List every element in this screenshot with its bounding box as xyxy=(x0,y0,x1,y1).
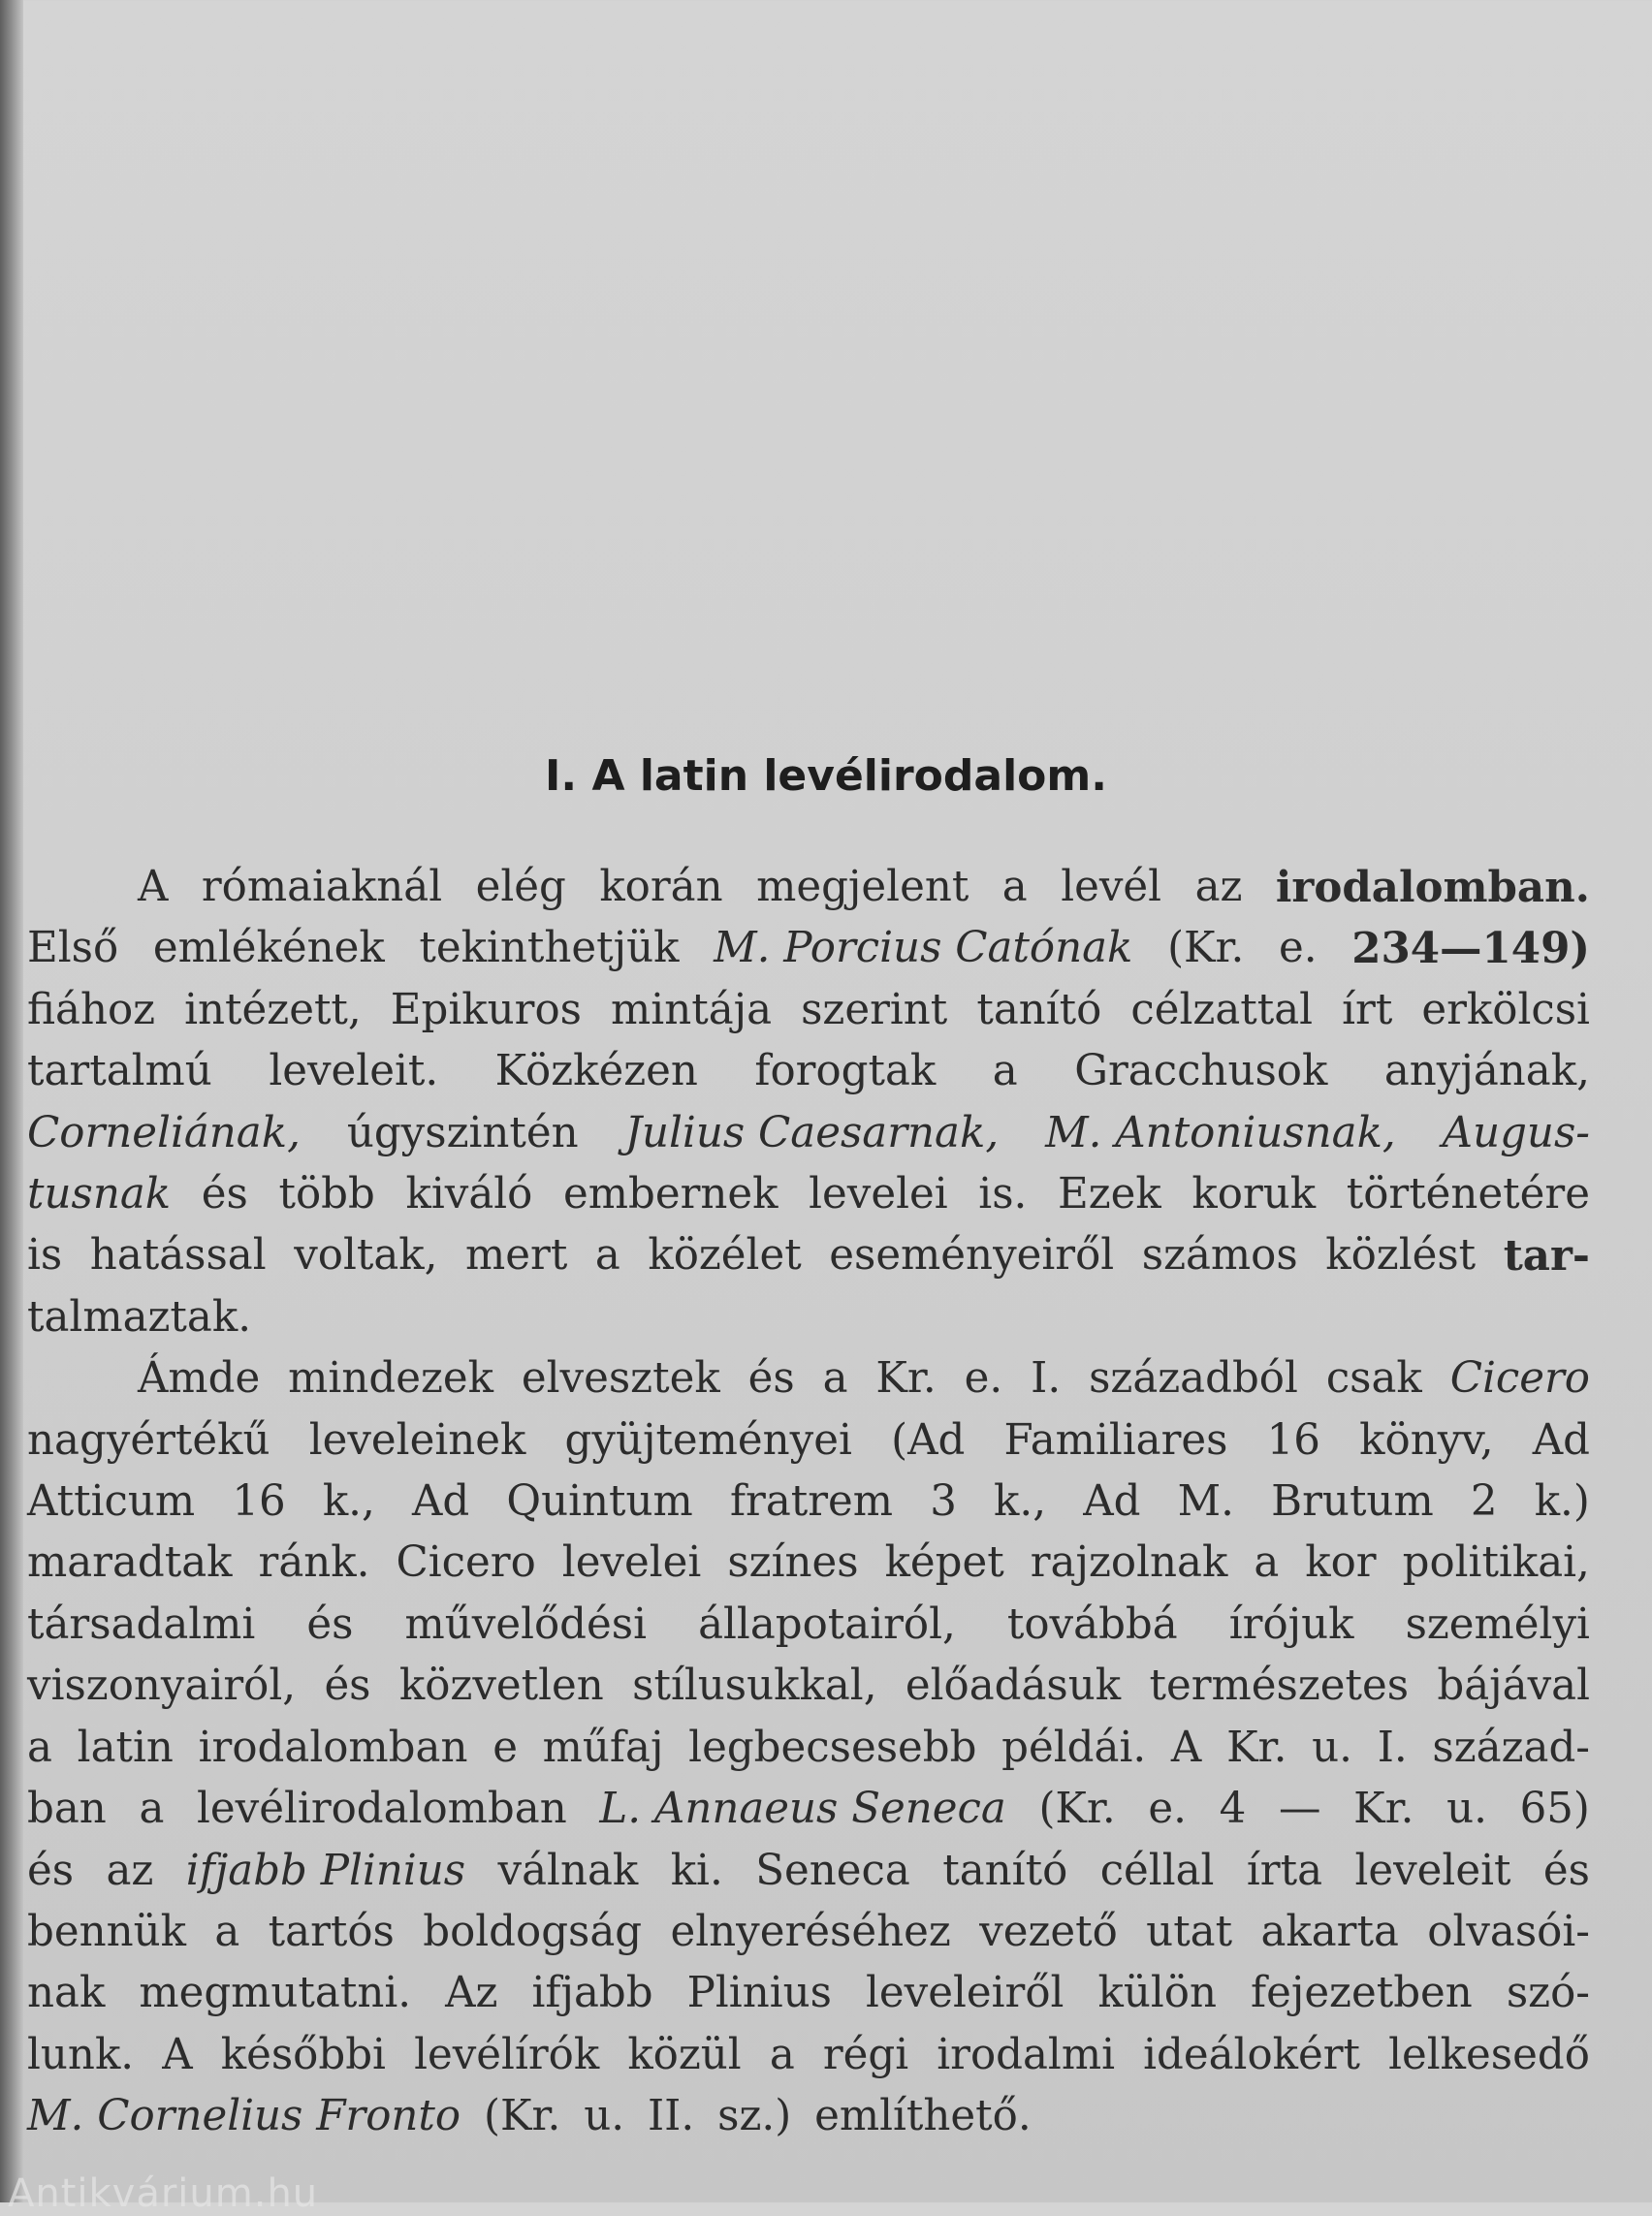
word: ban xyxy=(27,1785,107,1834)
word: k., xyxy=(994,1477,1047,1527)
word: válnak xyxy=(497,1846,639,1895)
word: társadalmi xyxy=(27,1599,256,1649)
word: műfaj xyxy=(542,1723,664,1772)
word: Augus- xyxy=(1442,1108,1590,1157)
word: embernek xyxy=(562,1170,778,1219)
word: eseményeiről xyxy=(829,1231,1115,1281)
word: 4 xyxy=(1219,1785,1247,1834)
word: emlékének xyxy=(152,924,385,973)
text-line xyxy=(27,1656,1590,1717)
word: irodalomban. xyxy=(1275,863,1590,912)
word: tusnak xyxy=(27,1170,172,1219)
word: Seneca xyxy=(755,1846,910,1895)
word: bennük xyxy=(27,1907,186,1956)
word: szerint xyxy=(801,985,948,1034)
word: legbecsesebb xyxy=(688,1723,977,1772)
word: Első xyxy=(27,924,119,973)
text-line xyxy=(27,1348,1590,1409)
word: nak xyxy=(27,1969,106,2018)
word: Kr. xyxy=(1226,1723,1287,1772)
word: fratrem xyxy=(729,1477,894,1527)
word: színes xyxy=(727,1538,859,1588)
word: a xyxy=(139,1785,165,1834)
word: L. Annaeus Seneca xyxy=(599,1785,1006,1834)
word: közélet xyxy=(648,1231,802,1281)
word: a xyxy=(1254,1538,1280,1588)
word: lelkesedő xyxy=(1388,2030,1590,2079)
word: és xyxy=(324,1662,371,1711)
word: irodalomban xyxy=(198,1723,468,1772)
word: kiváló xyxy=(405,1170,533,1219)
word: tartós xyxy=(268,1907,395,1956)
word: szó- xyxy=(1506,1969,1590,2018)
word: e. xyxy=(1279,924,1318,973)
word: régi xyxy=(822,2030,909,2079)
word: Kr. xyxy=(1353,1785,1414,1834)
word: M. Porcius Catónak xyxy=(714,924,1133,973)
word: sz.) xyxy=(717,2092,792,2141)
word: megmutatni. xyxy=(139,1969,412,2018)
word: Brutum xyxy=(1271,1477,1434,1527)
word: ideálokért xyxy=(1143,2030,1361,2079)
word: Cicero xyxy=(1449,1354,1590,1404)
word: természetes xyxy=(1149,1662,1410,1711)
word: közlést xyxy=(1325,1231,1477,1281)
text-line xyxy=(27,1225,1590,1286)
word: nagyértékű xyxy=(27,1415,270,1465)
word: leveleit. xyxy=(269,1047,439,1096)
word: mert xyxy=(465,1231,568,1281)
word: ki. xyxy=(670,1846,723,1895)
word: 3 xyxy=(930,1477,957,1527)
word: fejezetben xyxy=(1250,1969,1473,2018)
word: I. xyxy=(1377,1723,1408,1772)
word: mintája xyxy=(611,985,773,1034)
word: u. xyxy=(1446,1785,1487,1834)
text-line xyxy=(27,1779,1590,1840)
word: — xyxy=(1278,1785,1321,1834)
text-line xyxy=(27,1472,1590,1533)
text-line xyxy=(27,1410,1590,1472)
word: latin xyxy=(77,1723,174,1772)
word: Ad xyxy=(1532,1415,1590,1465)
word: e xyxy=(492,1723,518,1772)
word: elvesztek xyxy=(521,1354,720,1404)
word: k.) xyxy=(1534,1477,1590,1527)
word: vezető xyxy=(979,1907,1118,1956)
word: voltak, xyxy=(294,1231,438,1281)
word: Ámde xyxy=(138,1354,261,1404)
word: A xyxy=(162,2030,193,2079)
word: írta xyxy=(1246,1846,1323,1895)
word: Ad xyxy=(1083,1477,1141,1527)
word: közvetlen xyxy=(398,1662,604,1711)
word: k., xyxy=(322,1477,375,1527)
word: olvasói- xyxy=(1427,1907,1590,1956)
word: akarta xyxy=(1260,1907,1399,1956)
word: megjelent xyxy=(756,863,969,911)
word: Julius Caesarnak, xyxy=(624,1108,1000,1157)
word: Atticum xyxy=(27,1477,196,1527)
body-text xyxy=(27,857,1590,2148)
word: 16 xyxy=(232,1477,286,1527)
word: M. Antoniusnak, xyxy=(1045,1108,1396,1157)
text-line xyxy=(27,980,1590,1041)
word: Az xyxy=(445,1969,498,2018)
watermark: Antikvárium.hu xyxy=(8,2171,319,2216)
word: és xyxy=(27,1846,75,1895)
word: Quintum xyxy=(506,1477,693,1527)
word: levélírók xyxy=(414,2030,600,2079)
word: Plinius xyxy=(686,1969,832,2018)
word: 2 xyxy=(1470,1477,1498,1527)
word: ifjabb Plinius xyxy=(185,1846,466,1895)
text-line xyxy=(27,2025,1590,2086)
word: és xyxy=(201,1170,248,1219)
word: forogtak xyxy=(754,1047,937,1096)
word: és xyxy=(306,1599,354,1649)
word: stílusukkal, xyxy=(632,1662,877,1711)
word: a xyxy=(594,1231,620,1281)
word: utat xyxy=(1146,1907,1233,1956)
word: 16 xyxy=(1266,1415,1320,1465)
word: a xyxy=(769,2030,795,2079)
word: Corneliának, xyxy=(27,1108,301,1157)
word: képet xyxy=(884,1538,1004,1588)
word: rajzolnak xyxy=(1030,1538,1228,1588)
word: e. xyxy=(1148,1785,1187,1834)
word: leveleit xyxy=(1354,1846,1511,1895)
word: állapotairól, xyxy=(698,1599,956,1649)
text-line xyxy=(27,1103,1590,1164)
word: maradtak xyxy=(27,1538,233,1588)
word: a xyxy=(992,1047,1018,1096)
text-line xyxy=(27,1041,1590,1102)
word: a xyxy=(1001,863,1028,911)
word: boldogság xyxy=(423,1907,643,1956)
book-spine-shadow xyxy=(0,0,23,2202)
word: úgyszintén xyxy=(346,1108,579,1157)
word: előadásuk xyxy=(905,1662,1122,1711)
word: Epikuros xyxy=(390,985,582,1034)
word: I. xyxy=(1031,1354,1062,1404)
word: A xyxy=(1170,1723,1202,1772)
word: levelei xyxy=(809,1170,948,1219)
word: lunk. xyxy=(27,2030,135,2079)
word: továbbá xyxy=(1006,1599,1178,1649)
word: A xyxy=(138,863,169,911)
text-line xyxy=(27,1718,1590,1779)
word: bájával xyxy=(1437,1662,1590,1711)
word: (Kr. xyxy=(484,2092,561,2141)
word: e. xyxy=(964,1354,1003,1404)
word: a xyxy=(27,1723,52,1772)
word: (Kr. xyxy=(1167,924,1245,973)
word: közül xyxy=(627,2030,742,2079)
word: talmaztak. xyxy=(27,1292,252,1342)
word: koruk xyxy=(1191,1170,1317,1219)
word: említhető. xyxy=(814,2092,1032,2141)
word: célzattal xyxy=(1130,985,1314,1034)
word: század- xyxy=(1432,1723,1590,1772)
word: történetére xyxy=(1346,1170,1590,1219)
text-line xyxy=(27,1902,1590,1963)
word: példái. xyxy=(1001,1723,1147,1772)
word: ifjabb xyxy=(531,1969,653,2018)
word: Ezek xyxy=(1057,1170,1161,1219)
word: leveleiről xyxy=(866,1969,1064,2018)
word: századból xyxy=(1089,1354,1298,1404)
word: és xyxy=(747,1354,795,1404)
word: levél xyxy=(1061,863,1162,911)
word: tanító xyxy=(976,985,1102,1034)
chapter-heading: I. A latin levélirodalom. xyxy=(545,751,1107,801)
word: mindezek xyxy=(288,1354,493,1404)
word: viszonyairól, xyxy=(27,1662,297,1711)
word: is. xyxy=(978,1170,1028,1219)
word: és xyxy=(1542,1846,1590,1895)
word: politikai, xyxy=(1402,1538,1590,1588)
word: írójuk xyxy=(1228,1599,1354,1649)
word: fiához xyxy=(27,985,156,1034)
word: a xyxy=(822,1354,848,1404)
word: kor xyxy=(1305,1538,1377,1588)
word: (Ad xyxy=(891,1415,966,1465)
word: (Kr. xyxy=(1038,1785,1116,1834)
word: külön xyxy=(1097,1969,1217,2018)
text-line xyxy=(27,1164,1590,1225)
word: több xyxy=(278,1170,375,1219)
text-line xyxy=(27,1963,1590,2024)
word: az xyxy=(106,1846,154,1895)
text-line xyxy=(27,2086,1590,2147)
word: elég xyxy=(475,863,566,911)
text-line xyxy=(27,857,1590,918)
word: a xyxy=(214,1907,240,1956)
word: írt xyxy=(1342,985,1393,1034)
word: anyjának, xyxy=(1383,1047,1590,1096)
text-line xyxy=(27,1595,1590,1656)
word: u. xyxy=(584,2092,625,2141)
word: számos xyxy=(1141,1231,1298,1281)
word: személyi xyxy=(1405,1599,1590,1649)
word: hatással xyxy=(89,1231,267,1281)
word: Gracchusok xyxy=(1074,1047,1328,1096)
word: rómaiaknál xyxy=(201,863,443,911)
word: tanító xyxy=(942,1846,1068,1895)
word: csak xyxy=(1325,1354,1422,1404)
word: az xyxy=(1194,863,1243,911)
word: Kr. xyxy=(875,1354,937,1404)
word: levelei xyxy=(561,1538,702,1588)
word: u. xyxy=(1312,1723,1352,1772)
word: művelődési xyxy=(404,1599,648,1649)
word: is xyxy=(27,1231,63,1281)
text-line xyxy=(27,1533,1590,1594)
word: Ad xyxy=(412,1477,470,1527)
word: M. Cornelius Fronto xyxy=(27,2092,461,2141)
word: 234—149) xyxy=(1351,924,1590,974)
word: elnyeréséhez xyxy=(670,1907,951,1956)
word: intézett, xyxy=(184,985,362,1034)
word: Familiares xyxy=(1003,1415,1228,1465)
word: tartalmú xyxy=(27,1047,212,1096)
text-line xyxy=(27,918,1590,979)
word: Közkézen xyxy=(494,1047,698,1096)
text-line xyxy=(27,1287,1590,1348)
word: későbbi xyxy=(220,2030,386,2079)
word: gyüjteményei xyxy=(564,1415,852,1465)
text-line xyxy=(27,1841,1590,1902)
word: céllal xyxy=(1099,1846,1215,1895)
word: 65) xyxy=(1519,1785,1590,1834)
word: leveleinek xyxy=(308,1415,526,1465)
word: tar- xyxy=(1503,1231,1590,1282)
word: levélirodalomban xyxy=(197,1785,567,1834)
word: II. xyxy=(648,2092,695,2141)
word: korán xyxy=(599,863,723,911)
word: könyv, xyxy=(1359,1415,1494,1465)
word: erkölcsi xyxy=(1421,985,1590,1034)
word: irodalmi xyxy=(937,2030,1115,2079)
word: ránk. xyxy=(258,1538,370,1588)
word: tekinthetjük xyxy=(419,924,680,973)
word: Cicero xyxy=(396,1538,536,1588)
word: M. xyxy=(1177,1477,1235,1527)
